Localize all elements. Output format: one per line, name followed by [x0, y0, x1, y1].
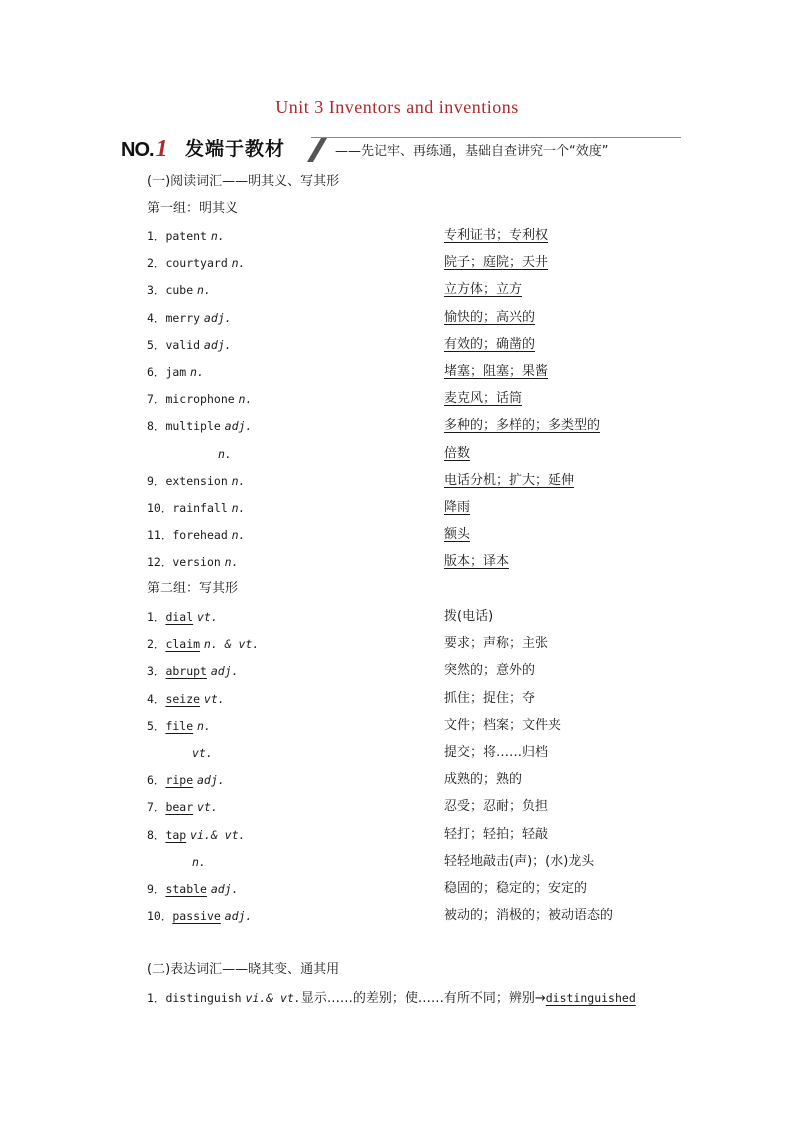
section-banner — [121, 130, 681, 166]
item-word: distinguish — [165, 991, 242, 1005]
item-word: valid — [165, 338, 201, 352]
vocab-row — [147, 337, 232, 353]
vocab-row — [218, 446, 232, 462]
expression-row — [147, 990, 636, 1007]
item-number: 1． — [147, 991, 166, 1005]
item-meaning: 被动的；消极的；被动语态的 — [444, 908, 614, 923]
item-word: tap — [165, 828, 187, 842]
item-part-of-speech: n. — [231, 256, 246, 270]
vocab-row — [147, 609, 218, 625]
item-part-of-speech: n. — [231, 474, 246, 488]
vocab-row — [147, 636, 259, 652]
item-word: seize — [165, 692, 201, 706]
group2-heading: 第二组：写其形 — [147, 581, 239, 596]
item-part-of-speech: n. — [218, 447, 232, 461]
item-word: multiple — [165, 419, 221, 433]
item-part-of-speech: n. — [190, 365, 204, 379]
item-word: patent — [165, 229, 207, 243]
vocab-row — [147, 718, 211, 734]
vocab-row — [147, 772, 225, 788]
item-meaning: 额头 — [444, 527, 471, 542]
item-number: 5． — [147, 719, 166, 733]
item-meaning: 轻轻地敲击(声)；(水)龙头 — [444, 854, 595, 869]
item-part-of-speech: adj. — [224, 419, 253, 433]
item-meaning: 抓住；捉住；夺 — [444, 691, 536, 706]
item-number: 2． — [147, 637, 166, 651]
item-number: 9． — [147, 474, 166, 488]
item-number: 12． — [147, 555, 173, 569]
banner-no-label: NO. — [121, 139, 154, 161]
item-number: 7． — [147, 392, 166, 406]
item-meaning: 专利证书；专利权 — [444, 228, 549, 243]
item-number: 1． — [147, 229, 166, 243]
banner-name: 发端于教材 — [185, 138, 286, 160]
item-word: jam — [165, 365, 187, 379]
item-meaning: 忍受；忍耐；负担 — [444, 799, 549, 814]
item-meaning: 倍数 — [444, 446, 471, 461]
item-part-of-speech: vi.& vt. — [245, 991, 301, 1005]
item-word: dial — [165, 610, 194, 624]
item-part-of-speech: adj. — [210, 664, 239, 678]
item-word: cube — [165, 283, 194, 297]
item-part-of-speech: adj. — [203, 311, 232, 325]
item-part-of-speech: adj. — [210, 882, 239, 896]
item-part-of-speech: n. — [231, 501, 246, 515]
item-word: file — [165, 719, 194, 733]
vocab-row — [192, 745, 213, 761]
item-part-of-speech: n. — [196, 283, 211, 297]
item-meaning: 提交；将……归档 — [444, 745, 549, 760]
item-meaning: 多种的；多样的；多类型的 — [444, 418, 601, 433]
item-meaning: 愉快的；高兴的 — [444, 310, 536, 325]
item-word: rainfall — [172, 501, 228, 515]
vocab-row — [147, 554, 239, 570]
item-word: version — [172, 555, 221, 569]
item-part-of-speech: vt. — [192, 746, 213, 760]
item-meaning: 显示……的差别；使……有所不同；辨别→ — [300, 991, 546, 1006]
item-number: 6． — [147, 773, 166, 787]
item-part-of-speech: n. — [210, 229, 225, 243]
vocab-row — [147, 364, 204, 380]
item-part-of-speech: n. — [238, 392, 253, 406]
item-meaning: 版本；译本 — [444, 554, 510, 569]
item-number: 3． — [147, 664, 166, 678]
item-part-of-speech: adj. — [224, 909, 253, 923]
vocab-row — [147, 310, 232, 326]
vocab-row — [147, 827, 245, 843]
item-word: microphone — [165, 392, 235, 406]
item-number: 1． — [147, 610, 166, 624]
item-meaning: 拨(电话) — [444, 609, 494, 624]
item-number: 2． — [147, 256, 166, 270]
item-meaning: 轻打；轻拍；轻敲 — [444, 827, 549, 842]
vocab-row — [147, 527, 245, 543]
item-word: abrupt — [165, 664, 207, 678]
item-word: claim — [165, 637, 201, 651]
item-number: 5． — [147, 338, 166, 352]
item-meaning: 麦克风；话筒 — [444, 391, 523, 406]
vocab-row — [147, 908, 252, 924]
section2-heading: (二)表达词汇——晓其变、通其用 — [147, 962, 340, 977]
slash-icon — [307, 138, 327, 162]
vocab-row — [147, 500, 245, 516]
item-meaning: 院子；庭院；天井 — [444, 255, 549, 270]
item-part-of-speech: n. — [196, 719, 211, 733]
banner-slogan: ——先记牢、再练通，基础自查讲究一个“效度” — [335, 144, 609, 159]
vocab-row — [147, 881, 239, 897]
item-number: 6． — [147, 365, 166, 379]
item-number: 4． — [147, 692, 166, 706]
item-part-of-speech: n. — [224, 555, 239, 569]
vocab-row — [147, 691, 225, 707]
vocab-row — [147, 663, 239, 679]
banner-no-digit: 1 — [155, 136, 167, 162]
item-number: 10． — [147, 909, 173, 923]
item-part-of-speech: vt. — [196, 800, 218, 814]
item-word: stable — [165, 882, 207, 896]
item-number: 11． — [147, 528, 173, 542]
item-word: forehead — [172, 528, 228, 542]
item-number: 8． — [147, 419, 166, 433]
vocab-row — [147, 228, 225, 244]
item-part-of-speech: adj. — [203, 338, 232, 352]
item-meaning: 有效的；确凿的 — [444, 337, 536, 352]
group1-heading: 第一组：明其义 — [147, 201, 239, 216]
item-part-of-speech: n. — [231, 528, 246, 542]
page-title: Unit 3 Inventors and inventions — [275, 97, 519, 117]
item-word: bear — [165, 800, 194, 814]
item-part-of-speech: n. & vt. — [203, 637, 260, 651]
item-part-of-speech: vt. — [196, 610, 218, 624]
item-number: 10． — [147, 501, 173, 515]
vocab-row — [147, 255, 245, 271]
item-part-of-speech: adj. — [196, 773, 225, 787]
item-meaning: 成熟的；熟的 — [444, 772, 523, 787]
vocab-row — [147, 473, 245, 489]
banner-rule — [311, 137, 681, 138]
item-meaning: 堵塞；阻塞；果酱 — [444, 364, 549, 379]
vocab-row — [192, 854, 206, 870]
item-word: merry — [165, 311, 201, 325]
item-meaning: 电话分机；扩大；延伸 — [444, 473, 575, 488]
vocab-row — [147, 799, 218, 815]
item-number: 4． — [147, 311, 166, 325]
item-meaning: 降雨 — [444, 500, 471, 515]
item-meaning: 突然的；意外的 — [444, 663, 536, 678]
item-number: 8． — [147, 828, 166, 842]
item-word: passive — [172, 909, 221, 923]
item-word: ripe — [165, 773, 194, 787]
vocab-row — [147, 418, 252, 434]
item-number: 3． — [147, 283, 166, 297]
vocab-row — [147, 282, 211, 298]
item-meaning: 稳固的；稳定的；安定的 — [444, 881, 588, 896]
vocab-row — [147, 391, 252, 407]
banner-number — [121, 136, 167, 163]
item-part-of-speech: vi.& vt. — [190, 828, 246, 842]
item-meaning: 文件；档案；文件夹 — [444, 718, 562, 733]
item-derived-word: distinguished — [545, 991, 636, 1005]
item-number: 9． — [147, 882, 166, 896]
item-word: courtyard — [165, 256, 228, 270]
item-word: extension — [165, 474, 228, 488]
item-meaning: 立方体；立方 — [444, 282, 523, 297]
item-meaning: 要求；声称；主张 — [444, 636, 549, 651]
item-part-of-speech: n. — [192, 855, 206, 869]
item-number: 7． — [147, 800, 166, 814]
section1-heading: (一)阅读词汇——明其义、写其形 — [147, 174, 340, 189]
item-part-of-speech: vt. — [203, 692, 225, 706]
